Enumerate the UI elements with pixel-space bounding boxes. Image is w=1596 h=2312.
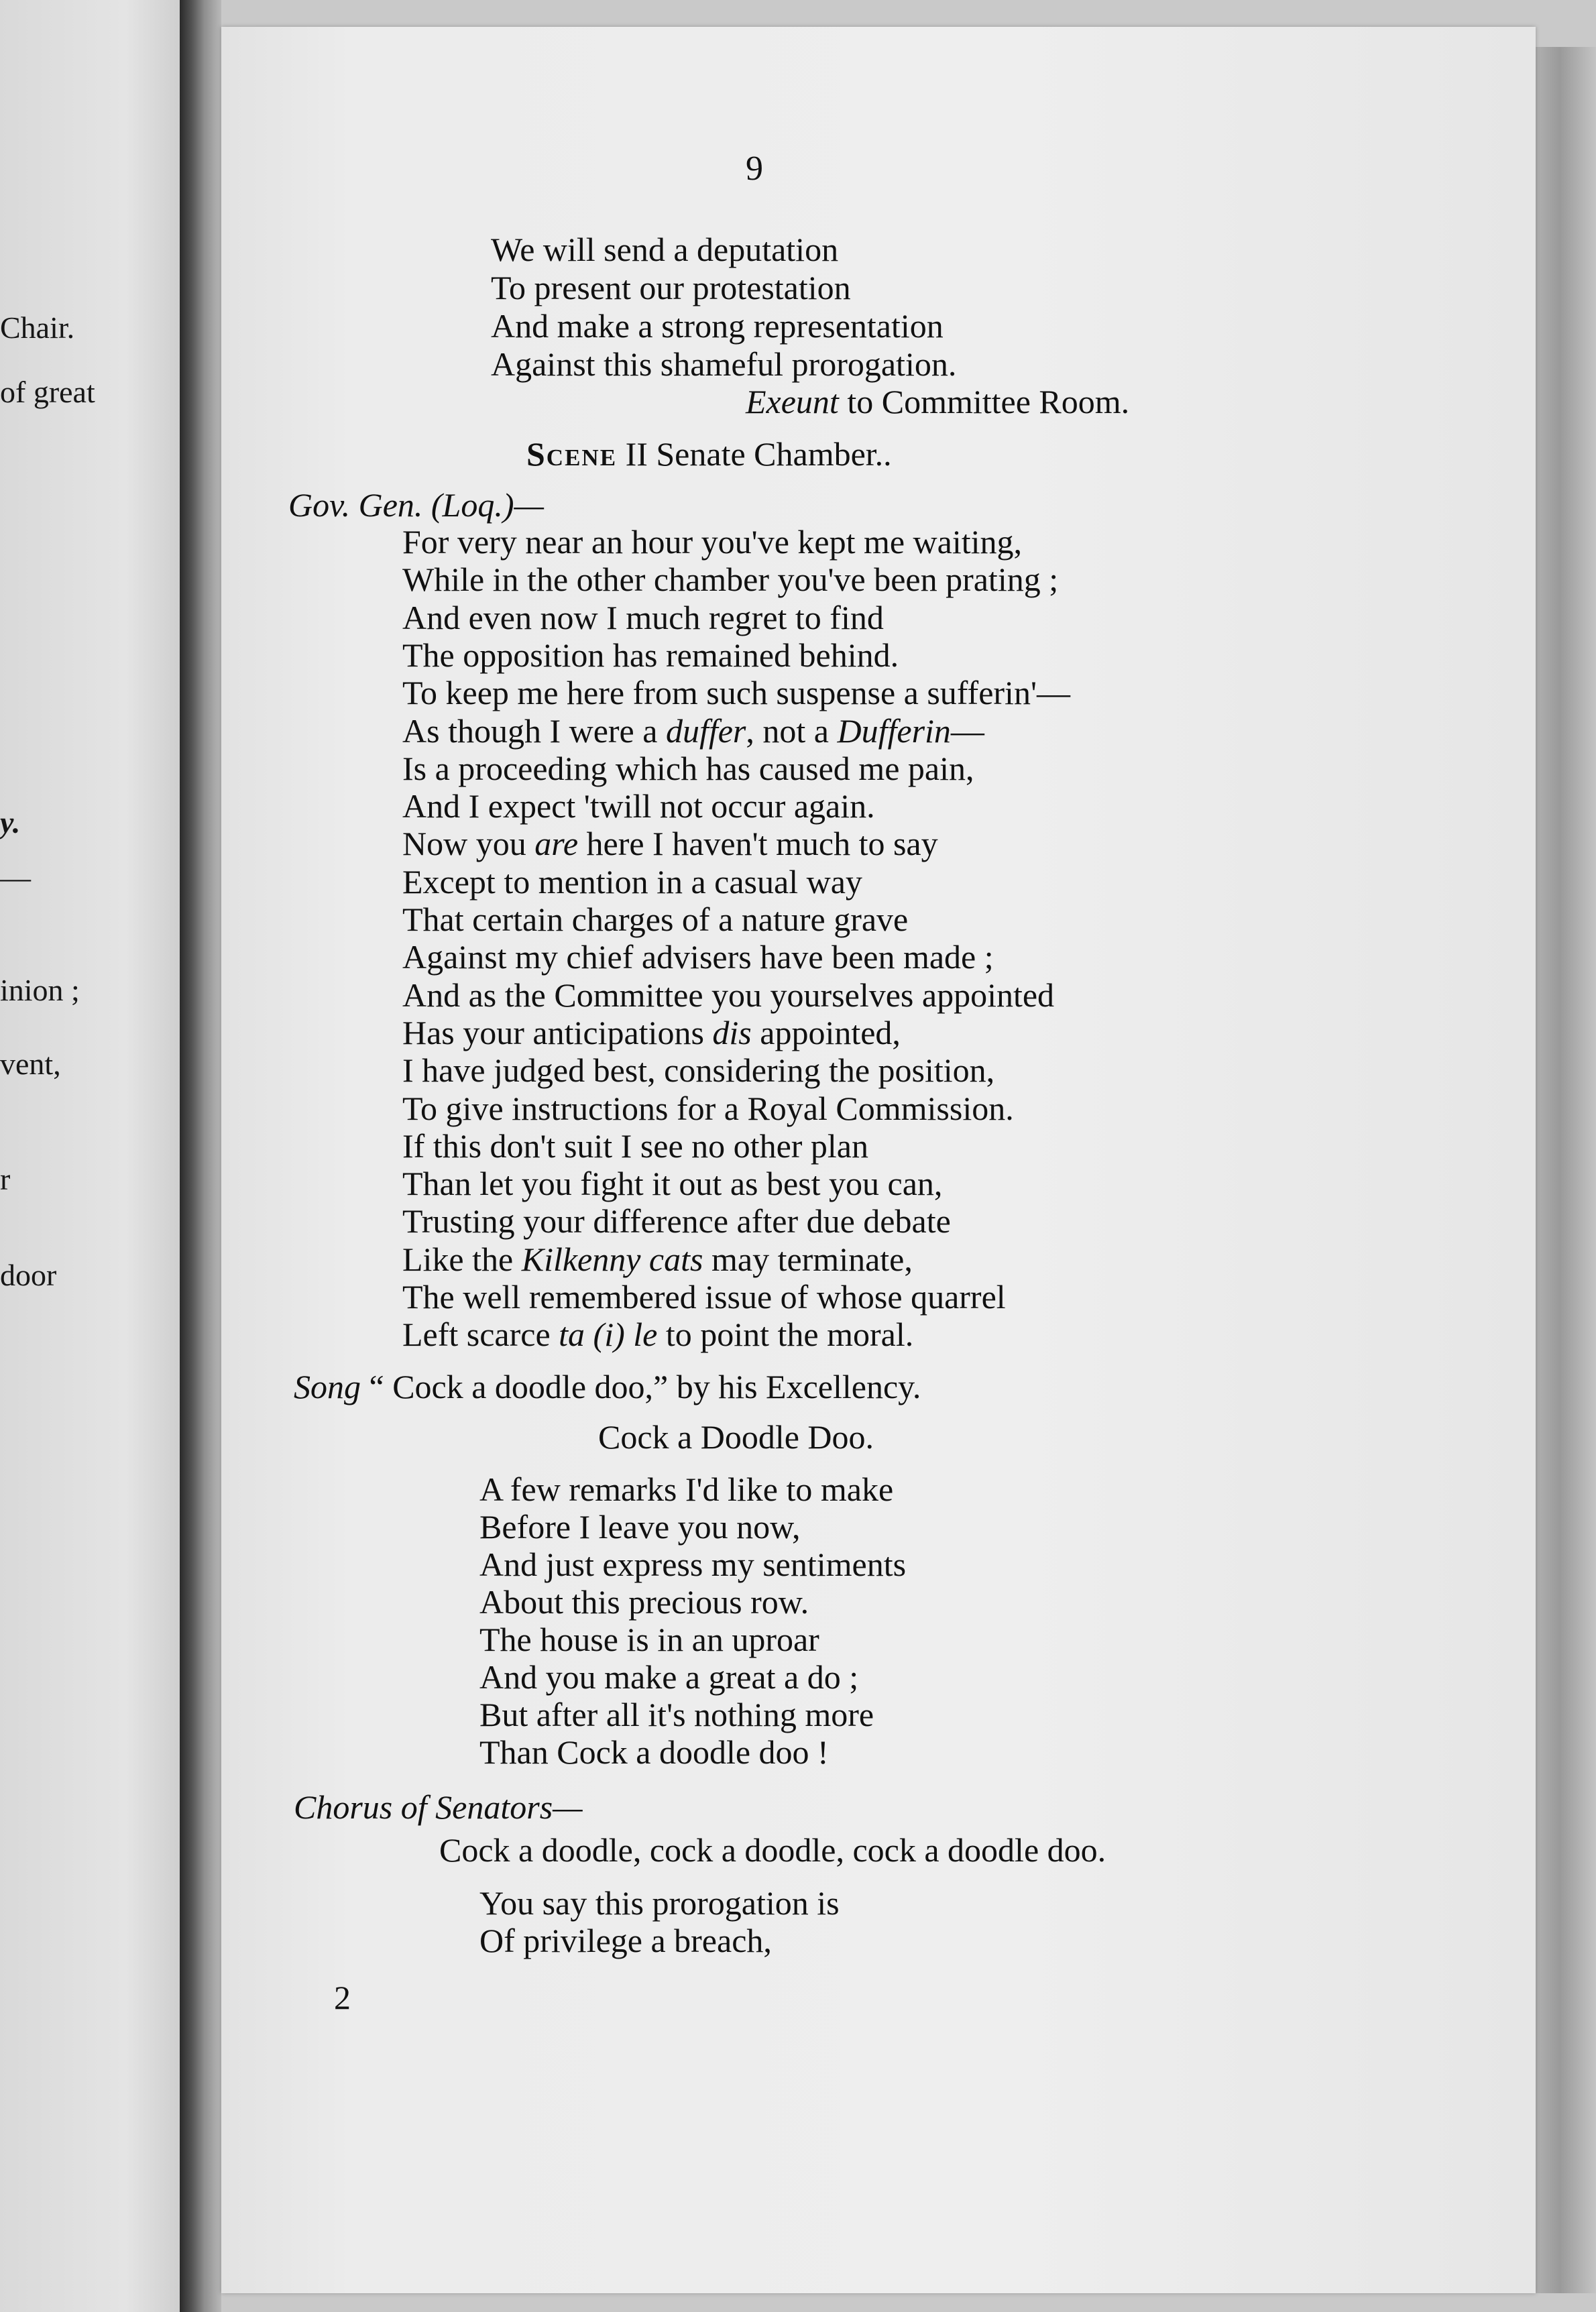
song-intro-text: “ Cock a doodle doo,” by his Excellency. (361, 1368, 921, 1405)
speaker-heading (288, 488, 544, 522)
speech-text: If this don't suit I see no other plan (402, 1126, 868, 1165)
stage-direction-exeunt (746, 385, 1129, 418)
speech-emphasis: Kilkenny cats (521, 1240, 703, 1278)
verse-line: Of privilege a breach, (479, 1922, 772, 1959)
speech-emphasis: duffer (665, 711, 746, 750)
exeunt-word: Exeunt (746, 383, 839, 420)
facing-page-fragment: of great (0, 375, 95, 409)
verse-line: The house is in an uproar (479, 1621, 819, 1658)
facing-page-fragment: vent, (0, 1047, 61, 1081)
speech-emphasis: ta (i) le (559, 1316, 658, 1354)
speech-line (402, 1280, 1006, 1314)
facing-page-fragment: — (0, 860, 31, 894)
signature-mark: 2 (334, 1979, 351, 2016)
speech-text: Like the (402, 1240, 522, 1278)
speech-line (402, 598, 884, 636)
speech-line (402, 1013, 901, 1051)
speech-text: Except to mention in a casual way (402, 862, 862, 901)
speech-line (402, 1089, 1014, 1127)
song-intro (294, 1370, 921, 1403)
facing-page-fragment: Chair. (0, 310, 75, 345)
verse-line: Before I leave you now, (479, 1508, 801, 1546)
speech-text: While in the other chamber you've been prating ; (402, 561, 1059, 599)
scene-place: Senate Chamber.. (647, 435, 892, 473)
speech-line (402, 789, 875, 823)
speech-line (402, 825, 938, 863)
verse-line: To present our protestation (491, 269, 851, 306)
verse-line: Against this shameful prorogation. (491, 345, 957, 383)
facing-page-fragment: y. (0, 805, 21, 840)
speech-text: , not a (746, 711, 838, 750)
facing-page-fragment: door (0, 1258, 57, 1292)
facing-page (0, 0, 180, 2312)
speech-text: Trusting your difference after due debate (402, 1202, 951, 1240)
speech-line (402, 674, 1070, 712)
speech-text: The well remembered issue of whose quarrel (402, 1278, 1006, 1316)
chorus-line: Cock a doodle, cock a doodle, cock a doodle doo. (439, 1831, 1106, 1869)
speech-line (402, 1165, 943, 1203)
speech-text: And I expect 'twill not occur again. (402, 787, 875, 825)
speech-line (402, 525, 1022, 559)
speech-text: Left scarce (402, 1316, 559, 1354)
speech-line (402, 1204, 951, 1238)
speaker-direction: (Loq.)— (422, 486, 544, 524)
facing-page-fragment: inion ; (0, 973, 80, 1007)
page-edge (1536, 47, 1596, 2293)
speech-text: That certain charges of a nature grave (402, 901, 909, 938)
speech-emphasis: dis (712, 1013, 752, 1051)
speech-text: Is a proceeding which has caused me pain, (402, 749, 974, 787)
scene-label: Scene (526, 435, 618, 473)
speech-text: — (950, 711, 984, 750)
speech-line (402, 1242, 913, 1276)
book-gutter (180, 0, 221, 2312)
speech-line (402, 561, 1059, 599)
verse-line: And just express my sentiments (479, 1546, 907, 1583)
song-label: Song (294, 1368, 361, 1405)
speech-text: Now you (402, 825, 535, 863)
speech-emphasis: are (534, 825, 579, 863)
speech-text: And even now I much regret to find (402, 598, 884, 636)
verse-line: And you make a great a do ; (479, 1658, 859, 1696)
verse-line: And make a strong representation (491, 307, 944, 345)
speech-text: to point the moral. (657, 1316, 914, 1354)
song-title: Cock a Doodle Doo. (598, 1418, 874, 1456)
speech-line (402, 1051, 995, 1090)
speech-text: appointed, (751, 1013, 901, 1051)
exeunt-destination: to Committee Room. (838, 383, 1130, 420)
verse-line: About this precious row. (479, 1583, 809, 1621)
speech-text: To give instructions for a Royal Commission. (402, 1089, 1014, 1127)
speech-text: To keep me here from such suspense a sufferin'— (402, 674, 1070, 712)
page-number: 9 (746, 150, 763, 188)
speech-text: I have judged best, considering the position, (402, 1051, 995, 1090)
speech-text: Than let you fight it out as best you can, (402, 1165, 943, 1203)
speech-line (402, 638, 899, 672)
speech-line (402, 903, 908, 936)
speech-emphasis: Dufferin (837, 711, 951, 750)
speech-text: here I haven't much to say (578, 825, 938, 863)
chorus-label: Chorus of Senators— (294, 1788, 583, 1826)
speech-line (402, 978, 1054, 1012)
facing-page-fragment: r (0, 1162, 11, 1196)
speech-line (402, 711, 984, 750)
speaker-name: Gov. Gen. (288, 486, 423, 524)
scene-number: II (617, 435, 648, 473)
speech-text: Against my chief advisers have been made ; (402, 938, 994, 976)
speech-line (402, 1126, 868, 1165)
speech-text: The opposition has remained behind. (402, 636, 899, 674)
speech-line (402, 862, 862, 901)
speech-text: As though I were a (402, 711, 666, 750)
speech-text: And as the Committee you yourselves appointed (402, 976, 1055, 1014)
verse-line: You say this prorogation is (479, 1884, 840, 1922)
speech-line (402, 1316, 914, 1354)
verse-line: A few remarks I'd like to make (479, 1470, 894, 1508)
scene-heading (526, 437, 892, 471)
speech-line (402, 940, 994, 974)
verse-line: We will send a deputation (491, 231, 839, 268)
speech-line (402, 749, 974, 787)
speech-text: Has your anticipations (402, 1013, 713, 1051)
verse-line: But after all it's nothing more (479, 1696, 874, 1733)
speech-text: may terminate, (703, 1240, 913, 1278)
verse-line: Than Cock a doodle doo ! (479, 1733, 829, 1771)
speech-text: For very near an hour you've kept me waiting, (402, 523, 1023, 561)
